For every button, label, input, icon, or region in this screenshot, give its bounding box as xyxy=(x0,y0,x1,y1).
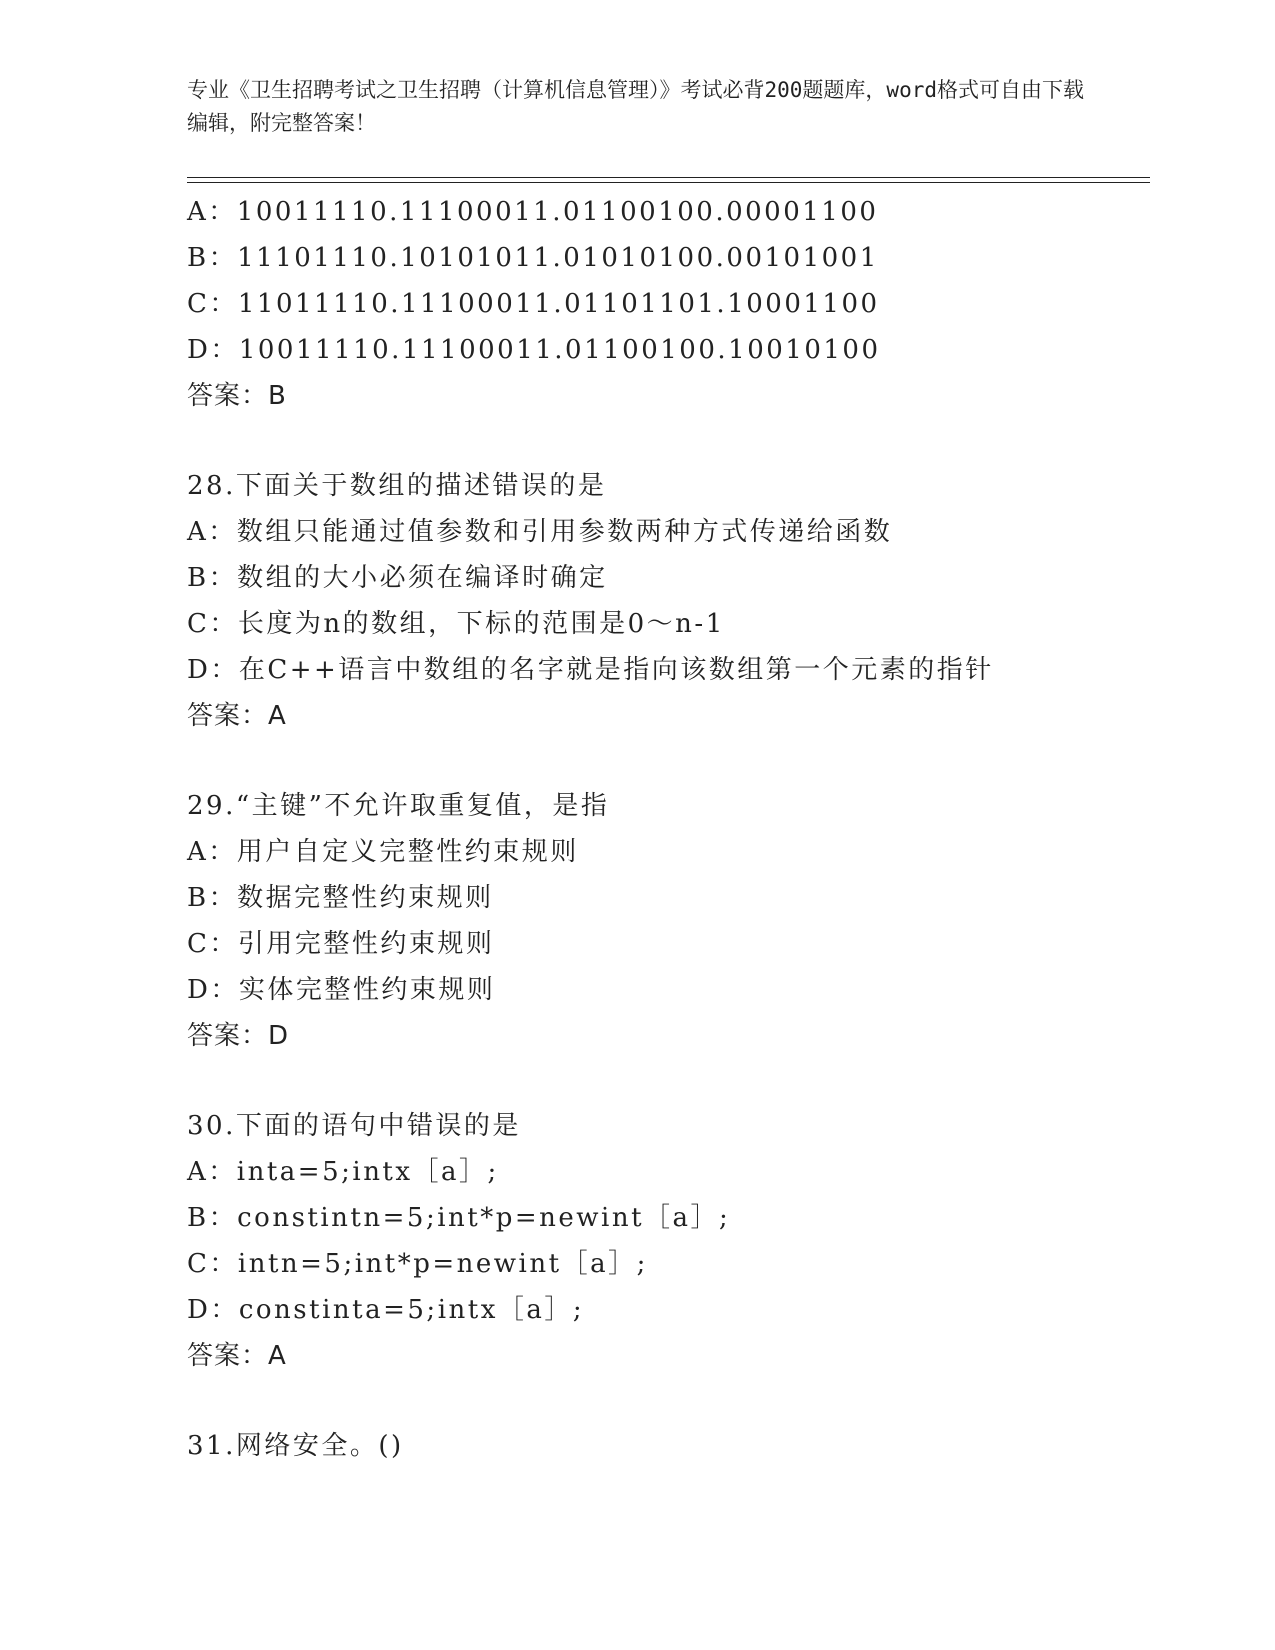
option-c: C：引用完整性约束规则 xyxy=(187,929,495,959)
option-d: D：在C++语言中数组的名字就是指向该数组第一个元素的指针 xyxy=(187,655,994,685)
option-b: B：数组的大小必须在编译时确定 xyxy=(187,563,608,593)
option-a: A：用户自定义完整性约束规则 xyxy=(187,837,579,867)
question-text: 29.“主键”不允许取重复值，是指 xyxy=(187,791,610,821)
option-c: C：长度为n的数组，下标的范围是0～n-1 xyxy=(187,609,725,639)
option-b: B：11101110.10101011.01010100.00101001 xyxy=(187,243,879,273)
answer: 答案：A xyxy=(187,701,287,731)
answer: 答案：B xyxy=(187,381,287,411)
option-a: A：10011110.11100011.01100100.00001100 xyxy=(187,197,879,227)
option-c: C：11011110.11100011.01101101.10001100 xyxy=(187,289,880,319)
option-d: D：constinta=5;intx［a］; xyxy=(187,1295,585,1325)
answer: 答案：A xyxy=(187,1341,287,1371)
question-28 xyxy=(187,463,1167,739)
question-text: 31.网络安全。() xyxy=(187,1431,404,1461)
question-31 xyxy=(187,1423,1167,1469)
spacer xyxy=(187,419,1167,463)
option-b: B：constintn=5;int*p=newint［a］; xyxy=(187,1203,731,1233)
option-d: D：10011110.11100011.01100100.10010100 xyxy=(187,335,881,365)
spacer xyxy=(187,739,1167,783)
header-rule-bottom xyxy=(187,182,1150,183)
option-b: B：数据完整性约束规则 xyxy=(187,883,494,913)
option-c: C：intn=5;int*p=newint［a］; xyxy=(187,1249,648,1279)
question-text: 30.下面的语句中错误的是 xyxy=(187,1111,521,1141)
option-a: A：数组只能通过值参数和引用参数两种方式传递给函数 xyxy=(187,517,893,547)
spacer xyxy=(187,1059,1167,1103)
option-a: A：inta=5;intx［a］; xyxy=(187,1157,499,1187)
spacer xyxy=(187,1379,1167,1423)
option-d: D：实体完整性约束规则 xyxy=(187,975,496,1005)
answer: 答案：D xyxy=(187,1021,290,1051)
question-29 xyxy=(187,783,1167,1059)
question-list xyxy=(187,189,1167,1469)
question-text: 28.下面关于数组的描述错误的是 xyxy=(187,471,607,501)
header-rule-top xyxy=(187,177,1150,178)
question-30 xyxy=(187,1103,1167,1379)
question-27 xyxy=(187,189,1167,419)
document-header: 专业《卫生招聘考试之卫生招聘（计算机信息管理）》考试必背200题题库，word格式可自由下载编辑，附完整答案！ xyxy=(187,78,1084,135)
